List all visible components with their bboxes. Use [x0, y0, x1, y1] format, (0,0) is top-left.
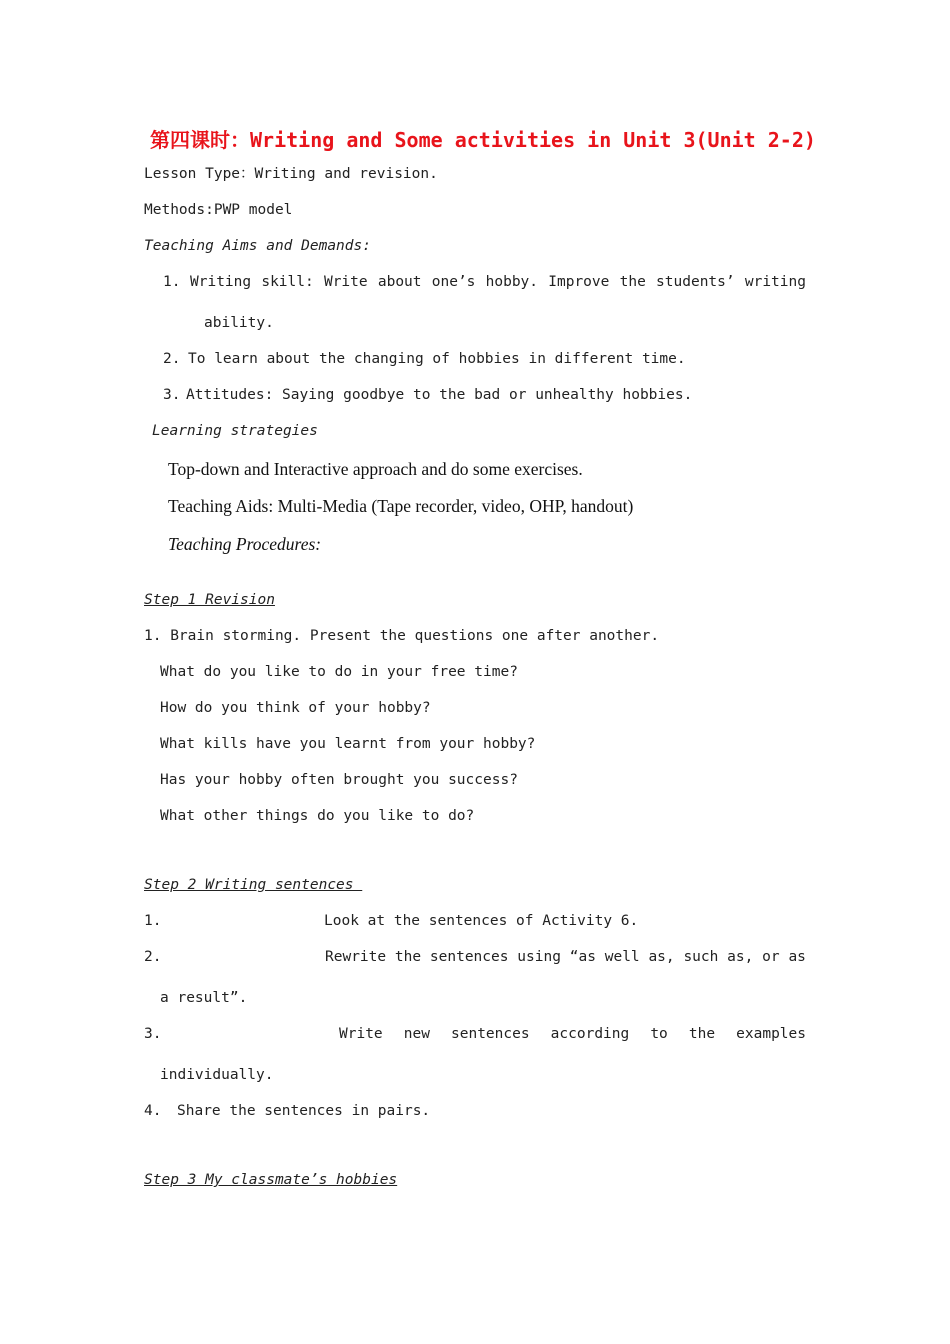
- item-2-word: sentences: [429, 949, 509, 965]
- aim-1-number: 1.: [163, 274, 181, 290]
- item-2-word: or: [762, 949, 780, 965]
- aim-1-word: Improve: [548, 274, 610, 290]
- teaching-aids: Teaching Aids: Multi-Media (Tape recorder, video, OHP, handout): [168, 496, 634, 516]
- aim-3-number: 3.: [163, 387, 181, 403]
- item-3-word: according: [550, 1026, 630, 1042]
- aim-1-continuation: ability.: [204, 315, 274, 331]
- step-2-item-4-number: 4.: [144, 1103, 162, 1119]
- aim-1-word: one’s: [431, 274, 476, 290]
- aim-2-text: To learn about the changing of hobbies in different time.: [188, 351, 686, 367]
- document-title: 第四课时：Writing and Some activities in Unit 3(Unit 2-2): [150, 128, 816, 152]
- item-3-word: to: [650, 1026, 668, 1042]
- step-1-intro: 1. Brain storming. Present the questions one after another.: [144, 628, 660, 644]
- question-item: What do you like to do in your free time?: [160, 664, 518, 680]
- step-2-heading: Step 2 Writing sentences: [144, 877, 363, 893]
- lesson-type: Lesson Type：Writing and revision.: [144, 166, 438, 182]
- step-2-item-2-continuation: a result”.: [160, 990, 248, 1006]
- aim-1-word: about: [377, 274, 422, 290]
- step-3-heading: Step 3 My classmate’s hobbies: [144, 1172, 398, 1188]
- step-2-item-1-number: 1.: [144, 913, 162, 929]
- aim-1-word: Write: [323, 274, 368, 290]
- step-2-item-3-continuation: individually.: [160, 1067, 274, 1083]
- aim-2-number: 2.: [163, 351, 181, 367]
- methods: Methods:PWP model: [144, 202, 293, 218]
- item-2-word: “as: [569, 949, 596, 965]
- item-2-word: using: [517, 949, 561, 965]
- aim-1-word: Writing: [190, 274, 252, 290]
- item-2-word: as: [788, 949, 806, 965]
- question-item: How do you think of your hobby?: [160, 700, 431, 716]
- item-2-word: such: [683, 949, 719, 965]
- item-3-word: new: [403, 1026, 430, 1042]
- item-2-word: Rewrite: [325, 949, 387, 965]
- step-2-item-3-line: [339, 1024, 806, 1044]
- aim-1-word: the: [619, 274, 646, 290]
- item-3-word: examples: [736, 1026, 806, 1042]
- step-1-heading: Step 1 Revision: [144, 592, 275, 608]
- item-2-word: well: [604, 949, 640, 965]
- question-item: What other things do you like to do?: [160, 808, 475, 824]
- aim-1-word: writing: [744, 274, 806, 290]
- item-2-word: as,: [648, 949, 675, 965]
- aim-1-word: students’: [656, 274, 735, 290]
- item-2-word: as,: [727, 949, 754, 965]
- strategies-text: Top-down and Interactive approach and do some exercises.: [168, 459, 583, 479]
- item-3-word: Write: [339, 1026, 383, 1042]
- step-2-item-2-number: 2.: [144, 949, 162, 965]
- item-3-word: the: [688, 1026, 716, 1042]
- item-2-word: the: [394, 949, 422, 965]
- step-2-item-2-line: [325, 947, 806, 967]
- aim-1-word: hobby.: [485, 274, 539, 290]
- question-item: Has your hobby often brought you success?: [160, 772, 518, 788]
- aim-1-word: skill:: [261, 274, 314, 290]
- aim-1-line: [190, 272, 806, 292]
- step-2-item-3-number: 3.: [144, 1026, 162, 1042]
- step-2-item-1-text: Look at the sentences of Activity 6.: [324, 913, 639, 929]
- question-item: What kills have you learnt from your hobby?: [160, 736, 536, 752]
- aim-3-text: Attitudes: Saying goodbye to the bad or unhealthy hobbies.: [186, 387, 693, 403]
- aims-heading: Teaching Aims and Demands:: [144, 238, 371, 254]
- strategies-heading: Learning strategies: [152, 423, 318, 439]
- procedures-heading: Teaching Procedures:: [168, 534, 322, 554]
- item-3-word: sentences: [451, 1026, 530, 1042]
- step-2-item-4-text: Share the sentences in pairs.: [177, 1103, 431, 1119]
